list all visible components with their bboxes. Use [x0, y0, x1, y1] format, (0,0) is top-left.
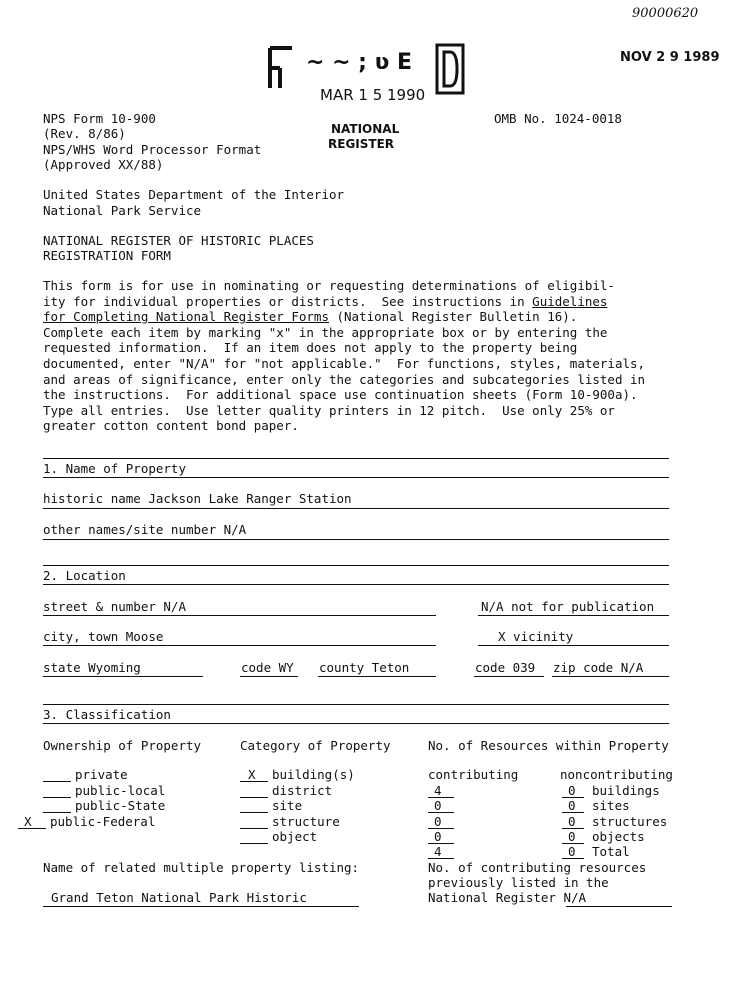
field-rule [474, 676, 544, 677]
noncontributing-count: 0 [568, 829, 576, 844]
city-town-field: city, town Moose [43, 629, 164, 644]
checkbox-blank-line [43, 797, 71, 798]
instructions-paragraph [43, 278, 677, 434]
instructions-line: (National Register Bulletin 16). [328, 309, 578, 325]
agency-service: National Park Service [43, 203, 202, 218]
contributing-count: 0 [434, 798, 442, 813]
street-number-field: street & number N/A [43, 599, 186, 614]
count-blank-line [428, 812, 454, 813]
previously-listed-line2: previously listed in the [428, 875, 609, 890]
checkbox-blank-line [240, 843, 268, 844]
count-blank-line [428, 858, 454, 859]
form-revision: (Rev. 8/86) [43, 126, 126, 141]
category-header: Category of Property [240, 738, 391, 753]
resource-label: structures [592, 814, 668, 829]
count-blank-line [562, 812, 584, 813]
national-register-stamp-line1: NATIONAL [331, 122, 400, 136]
form-approval: (Approved XX/88) [43, 157, 164, 172]
ownership-label: public-Federal [50, 814, 156, 829]
resource-label: sites [592, 798, 630, 813]
category-label: building(s) [272, 767, 355, 782]
checkbox-blank-line [240, 797, 268, 798]
ownership-mark: X [24, 814, 32, 829]
checkbox-blank-line [240, 781, 268, 782]
section-divider [43, 458, 669, 459]
field-rule [552, 676, 669, 677]
other-names-field: other names/site number N/A [43, 522, 247, 537]
instructions-line: Type all entries. Use letter quality printers in 12 pitch. Use only 25% or [43, 402, 615, 418]
instructions-line: documented, enter "N/A" for "not applicable." For functions, styles, materials, [43, 355, 646, 371]
resources-header: No. of Resources within Property [428, 738, 669, 753]
omb-number: OMB No. 1024-0018 [494, 111, 622, 126]
contributing-count: 4 [434, 783, 442, 798]
contributing-header: contributing [428, 767, 519, 782]
contributing-count: 0 [434, 829, 442, 844]
previously-listed-line1: No. of contributing resources [428, 860, 647, 875]
previously-listed-line3: National Register N/A [428, 890, 587, 905]
instructions-line: greater cotton content bond paper. [43, 418, 299, 434]
category-label: district [272, 783, 333, 798]
received-stamp-letter-d-icon [434, 42, 468, 98]
field-rule [43, 906, 359, 907]
contributing-count: 0 [434, 814, 442, 829]
instructions-line: This form is for use in nominating or requesting determinations of eligibil- [43, 278, 615, 293]
section3-heading: 3. Classification [43, 707, 171, 722]
resource-row-buildings [428, 783, 688, 799]
resource-row-structures [428, 814, 688, 830]
section-divider [43, 704, 669, 705]
received-stamp-bracket-left-icon [266, 44, 296, 92]
guidelines-title-continued: for Completing National Register Forms [43, 309, 329, 325]
resource-row-objects [428, 829, 688, 845]
county-code-field: code 039 [475, 660, 536, 675]
field-rule [478, 615, 669, 616]
count-blank-line [562, 858, 584, 859]
multiple-listing-value: Grand Teton National Park Historic [51, 890, 307, 905]
checkbox-blank-line [43, 812, 71, 813]
multiple-listing-label: Name of related multiple property listing: [43, 860, 360, 875]
field-rule [478, 645, 669, 646]
instructions-line: ity for individual properties or districts. See instructions in [43, 293, 533, 309]
noncontributing-header: noncontributing [560, 767, 673, 782]
category-label: site [272, 798, 303, 813]
vicinity-field: X vicinity [498, 629, 574, 644]
received-stamp-fragment: ~ ~ ; ʋ E [306, 50, 413, 75]
ownership-label: public-local [75, 783, 166, 798]
instructions-line: Complete each item by marking "x" in the appropriate box or by entering the [43, 324, 608, 340]
agency-department: United States Department of the Interior [43, 187, 345, 202]
handwritten-reference-number: 90000620 [632, 6, 699, 21]
national-register-stamp-line2: REGISTER [328, 137, 395, 151]
section-divider [43, 477, 669, 478]
field-rule [318, 676, 436, 677]
field-rule [43, 645, 436, 646]
zip-code-field: zip code N/A [553, 660, 644, 675]
category-label: object [272, 829, 318, 844]
received-date: MAR 1 5 1990 [320, 86, 426, 104]
section-divider [43, 565, 669, 566]
instructions-line: requested information. If an item does not apply to the property being [43, 340, 578, 356]
checkbox-blank-line [240, 828, 268, 829]
checkbox-blank-line [43, 781, 71, 782]
county-field: county Teton [319, 660, 410, 675]
noncontributing-count: 0 [568, 783, 576, 798]
form-title: NATIONAL REGISTER OF HISTORIC PLACES [43, 233, 314, 248]
field-rule [43, 676, 203, 677]
resource-row-sites [428, 798, 688, 814]
nov-date-stamp: NOV 2 9 1989 [620, 50, 720, 65]
section2-heading: 2. Location [43, 568, 126, 583]
contributing-count: 4 [434, 844, 442, 859]
noncontributing-count: 0 [568, 798, 576, 813]
section-divider [43, 584, 669, 585]
resource-label: buildings [592, 783, 660, 798]
category-mark: X [248, 767, 256, 782]
resource-row-total [428, 844, 688, 860]
field-rule [240, 676, 298, 677]
resource-label: Total [592, 844, 630, 859]
instructions-line: the instructions. For additional space use continuation sheets (Form 10-900a). [43, 387, 638, 403]
section-divider [43, 723, 669, 724]
form-number: NPS Form 10-900 [43, 111, 156, 126]
resource-label: objects [592, 829, 645, 844]
ownership-label: public-State [75, 798, 166, 813]
state-field: state Wyoming [43, 660, 141, 675]
ownership-label: private [75, 767, 128, 782]
form-format: NPS/WHS Word Processor Format [43, 142, 262, 157]
received-stamp [266, 40, 476, 110]
checkbox-blank-line [18, 828, 46, 829]
guidelines-title: Guidelines [532, 293, 608, 309]
section1-heading: 1. Name of Property [43, 461, 186, 476]
ownership-header: Ownership of Property [43, 738, 202, 753]
field-rule [43, 615, 436, 616]
form-subtitle: REGISTRATION FORM [43, 248, 171, 263]
state-code-field: code WY [241, 660, 294, 675]
field-rule [43, 508, 669, 509]
historic-name-field: historic name Jackson Lake Ranger Station [43, 491, 352, 506]
noncontributing-count: 0 [568, 844, 576, 859]
noncontributing-count: 0 [568, 814, 576, 829]
category-label: structure [272, 814, 340, 829]
not-for-publication-field: N/A not for publication [481, 599, 655, 614]
checkbox-blank-line [240, 812, 268, 813]
instructions-line: and areas of significance, enter only the categories and subcategories listed in [43, 371, 646, 387]
field-rule [566, 906, 672, 907]
field-rule [43, 539, 669, 540]
